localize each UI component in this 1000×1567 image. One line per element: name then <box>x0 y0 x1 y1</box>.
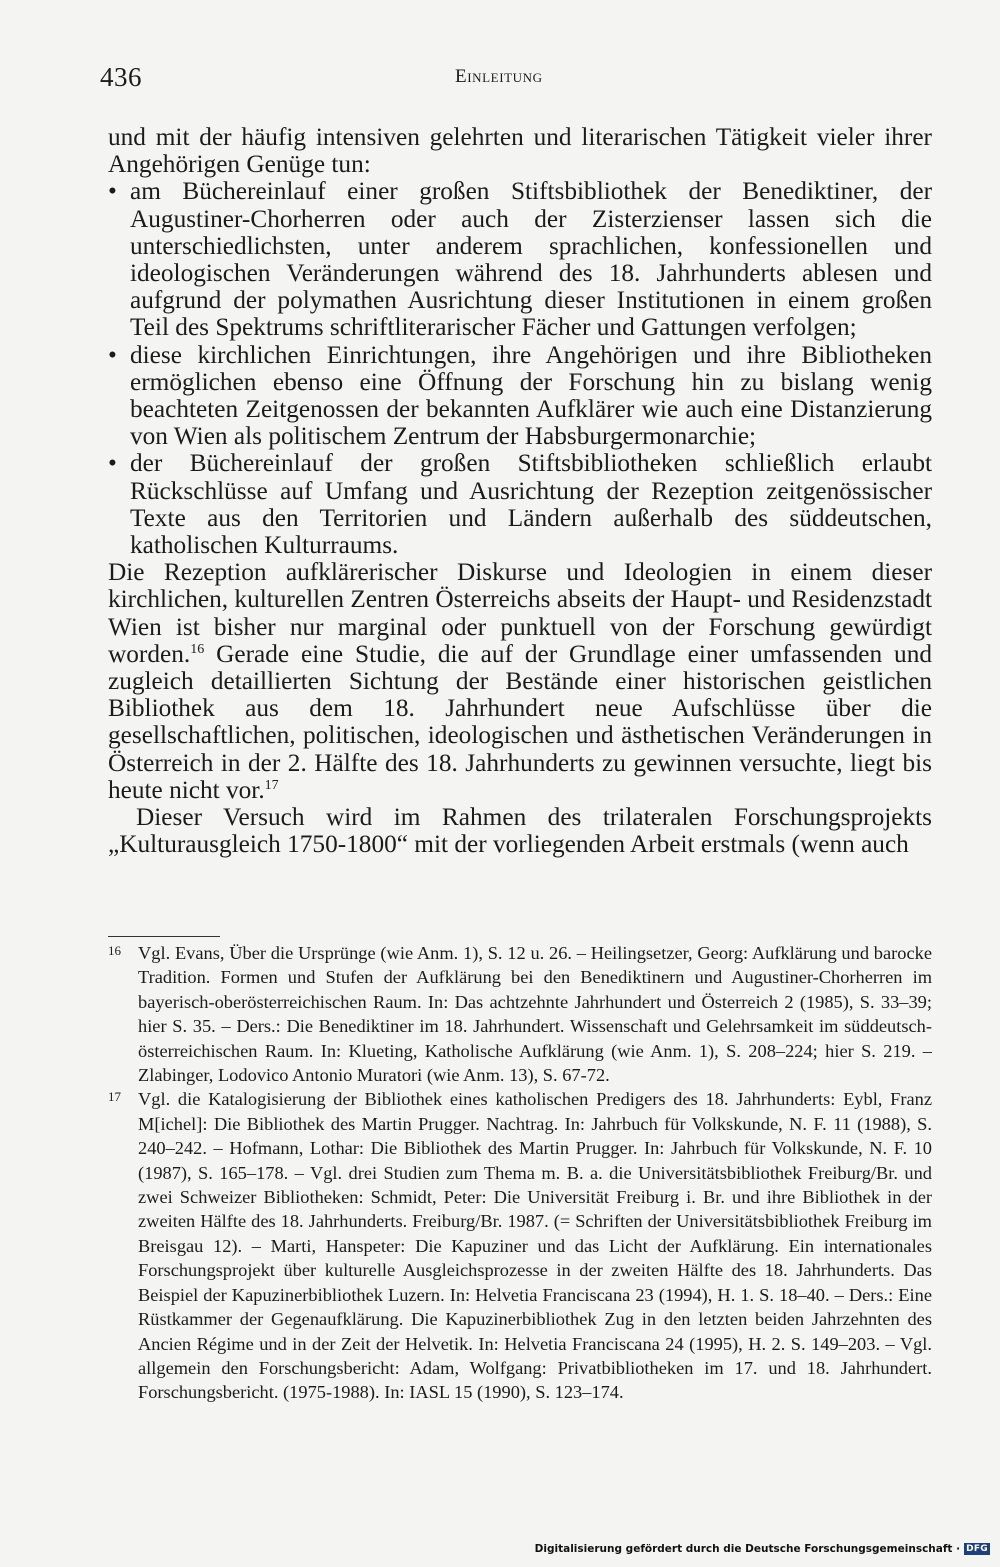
footnote-16 <box>108 941 932 1087</box>
bullet-list <box>108 178 932 559</box>
footnote-ref-17[interactable]: 17 <box>264 777 279 793</box>
page-header <box>0 62 1000 102</box>
list-item-text: der Büchereinlauf der großen Stiftsbibliotheken schließlich erlaubt Rückschlüsse auf Umfang und Ausrichtung der Rezeption zeitgenössischer Texte aus den Territorien und Ländern außerhalb des süddeutschen, katholischen Kulturraums. <box>130 449 932 560</box>
digitization-credit <box>535 1543 990 1555</box>
bullet-icon: • <box>108 177 117 206</box>
footnote-number: 17 <box>108 1089 121 1105</box>
paragraph-text: Gerade eine Studie, die auf der Grundlage einer umfassenden und zugleich detaillierten Sichtung der Bestände einer historischen geistlichen Bibliothek aus dem 18. Jahrhundert neue Aufschlüsse über die gesellschaftlichen, politischen, ideologischen und ästhetischen Veränderungen in Österreich in der 2. Hälfte des 18. Jahrhunderts zu gewinnen versuchte, liegt bis heute nicht vor. <box>108 639 932 804</box>
intro-paragraph: und mit der häufig intensiven gelehrten und literarischen Tätigkeit vieler ihrer Angehörigen Genüge tun: <box>108 123 932 179</box>
running-title: Einleitung <box>455 66 543 87</box>
body-paragraph <box>108 559 932 804</box>
footnote-17 <box>108 1087 932 1404</box>
footnotes <box>108 941 932 1405</box>
list-item-text: am Büchereinlauf einer großen Stiftsbibliothek der Benediktiner, der Augustiner-Chorherren oder auch der Zisterzienser lassen sich die unterschiedlichsten, unter anderem sprachlichen, konfessionellen und ideologischen Veränderungen während des 18. Jahrhunderts ablesen und aufgrund der polymathen Ausrichtung dieser Institutionen in einem großen Teil des Spektrums schriftliterarischer Fächer und Gattungen verfolgen; <box>130 177 932 342</box>
footnote-text: Vgl. die Katalogisierung der Bibliothek eines katholischen Predigers des 18. Jahrhunderts: Eybl, Franz M[ichel]: Die Bibliothek des Martin Prugger. Nachtrag. In: Jahrbuch für Volkskunde, N. F. 11 (1988), S. 240–242. – Hofmann, Lothar: Die Bibliothek des Martin Prugger. In: Jahrbuch für Volkskunde, N. F. 10 (1987), S. 165–178. – Vgl. drei Studien zum Thema m. B. a. die Universitätsbibliothek Freiburg/Br. und zwei Schweizer Bibliotheken: Schmidt, Peter: Die Universität Freiburg i. Br. und ihre Bibliothek in der zweiten Hälfte des 18. Jahrhunderts. Freiburg/Br. 1987. (= Schriften der Universitätsbibliothek Freiburg im Breisgau 12). – Marti, Hanspeter: Die Kapuziner und das Licht der Aufklärung. Ein internationales Forschungsprojekt über kulturelle Ausgleichsprozesse in der zweiten Hälfte des 18. Jahrhunderts. Das Beispiel der Kapuzinerbibliothek Luzern. In: Helvetia Franciscana 23 (1994), H. 1. S. 18–40. – Ders.: Eine Rüstkammer der Gegenaufklärung. Die Kapuzinerbibliothek Zug in den letzten beiden Jahrzehnten des Ancien Régime und in der Zeit der Helvetik. In: Helvetia Franciscana 24 (1995), H. 2. S. 149–203. – Vgl. allgemein den Forschungsbericht: Adam, Wolfgang: Privatbibliotheken im 17. und 18. Jahrhundert. Forschungsbericht. (1975-1988). In: IASL 15 (1990), S. 123–174. <box>138 1089 932 1403</box>
paragraph-text: Die Rezeption aufklärerischer Diskurse und Ideologien in einem dieser kirchlichen, kulturellen Zentren Österreichs abseits der Haupt- und Residenzstadt Wien ist bisher nur marginal oder punktuell von der Forschung gewürdigt worden. <box>108 558 932 668</box>
footnote-divider <box>108 936 220 937</box>
bullet-icon: • <box>108 449 117 478</box>
dfg-logo: DFG <box>966 1544 988 1554</box>
footnote-ref-16[interactable]: 16 <box>190 641 205 657</box>
list-item <box>108 342 932 451</box>
bullet-icon: • <box>108 340 117 369</box>
credit-text: Digitalisierung gefördert durch die Deutsche Forschungsgemeinschaft · <box>534 1543 961 1555</box>
page-number: 436 <box>100 62 142 92</box>
list-item <box>108 450 932 559</box>
list-item-text: diese kirchlichen Einrichtungen, ihre Angehörigen und ihre Bibliotheken ermöglichen ebenso eine Öffnung der Forschung hin zu bislang wenig beachteten Zeitgenossen der bekannten Aufklärer wie auch eine Distanzierung von Wien als politischem Zentrum der Habsburgermonarchie; <box>130 340 932 451</box>
body-paragraph: Dieser Versuch wird im Rahmen des trilateralen Forschungsprojekts „Kulturausgleich 1750-1800“ mit der vorliegenden Arbeit erstmals (wenn auch <box>108 803 932 859</box>
list-item <box>108 178 932 341</box>
footnote-text: Vgl. Evans, Über die Ursprünge (wie Anm. 1), S. 12 u. 26. – Heilingsetzer, Georg: Aufklärung und barocke Tradition. Formen und Stufen der Aufklärung bei den Benediktinern und Augustiner-Chorherren im bayerisch-oberösterreichischen Raum. In: Das achtzehnte Jahrhundert und Österreich 2 (1985), S. 33–39; hier S. 35. – Ders.: Die Benediktiner im 18. Jahrhundert. Wissenschaft und Gelehrsamkeit im süddeutsch-österreichischen Raum. In: Klueting, Katholische Aufklärung (wie Anm. 1), S. 208–224; hier S. 219. – Zlabinger, Lodovico Antonio Muratori (wie Anm. 13), S. 67-72. <box>138 943 932 1086</box>
main-text <box>108 124 932 858</box>
footnote-number: 16 <box>108 943 121 958</box>
